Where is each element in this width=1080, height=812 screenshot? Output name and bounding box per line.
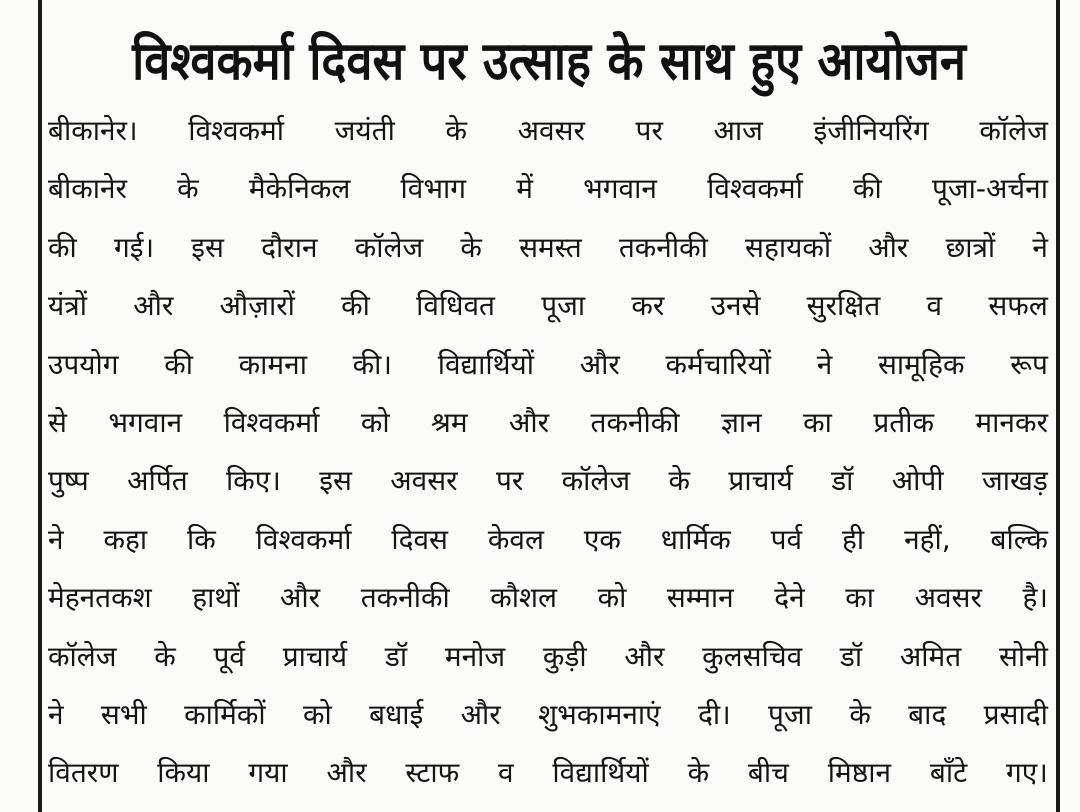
body-word: के (460, 230, 482, 264)
body-word: सम्मान (666, 581, 734, 615)
body-line-text (48, 336, 1048, 394)
body-word: जयंती (334, 114, 395, 147)
body-word: कॉलेज (561, 464, 631, 498)
body-word: ने (816, 347, 833, 381)
body-word: कर्मचारियों (665, 347, 772, 381)
body-word: का (803, 405, 832, 439)
body-word: पूर्व (213, 639, 245, 673)
body-word: किए। (226, 464, 281, 498)
body-word: मैकेनिकल (248, 172, 351, 206)
body-word: विश्वकर्मा (188, 114, 285, 147)
body-word: कार्मिकों (184, 697, 266, 731)
body-line-text (48, 628, 1048, 686)
body-word: कुलसचिव (702, 639, 803, 673)
body-word: व (498, 756, 514, 790)
body-word: उनसे (710, 289, 761, 323)
body-line (48, 686, 1048, 744)
body-word: अवसर (390, 464, 458, 498)
body-word: मानकर (975, 405, 1048, 439)
body-word: को (597, 581, 627, 615)
article-body (48, 102, 1048, 803)
body-word: ने (48, 522, 64, 556)
body-word: बल्कि (990, 522, 1048, 556)
body-word: दिवस (391, 522, 448, 556)
body-word: मनोज (444, 639, 506, 673)
body-word: के (177, 172, 199, 206)
body-word: छात्रों (945, 230, 996, 264)
body-word: इस (191, 230, 224, 264)
body-word: पूजा (541, 289, 586, 323)
body-word: बाँटे (929, 756, 968, 790)
body-word: भगवान (108, 405, 183, 439)
body-word: बाद (908, 697, 947, 731)
body-word: सोनी (998, 639, 1048, 673)
body-word: वितरण (48, 756, 119, 790)
body-word: पर्व (770, 522, 803, 556)
body-word: जाखड़ (981, 464, 1048, 498)
body-word: उपयोग (48, 347, 119, 381)
body-line-text (48, 452, 1048, 510)
body-line-text (48, 277, 1048, 335)
body-word: और (326, 756, 367, 790)
left-column-rule (38, 0, 42, 812)
body-word: में (516, 172, 533, 206)
right-column-rule (1056, 0, 1060, 812)
body-word: है। (1022, 581, 1048, 615)
body-word: श्रम (431, 405, 468, 439)
body-word: बधाई (369, 697, 424, 731)
body-line (48, 160, 1048, 218)
body-line-text (48, 511, 1048, 569)
body-word: दौरान (261, 230, 318, 264)
body-word: ओपी (891, 464, 944, 498)
body-word: भगवान (583, 172, 657, 206)
body-word: अवसर (914, 581, 982, 615)
body-word: यंत्रों (48, 289, 87, 323)
body-word: सभी (100, 697, 147, 731)
body-word: के (668, 464, 691, 498)
body-word: एक (583, 522, 621, 556)
body-word: सफल (988, 289, 1048, 323)
body-line-text (48, 744, 1048, 802)
body-word: रूप (1010, 347, 1048, 381)
body-word: अर्पित (127, 464, 188, 498)
body-word: का (845, 581, 875, 615)
body-word: देने (774, 581, 805, 615)
body-line-text (48, 160, 1048, 218)
body-word: विश्वकर्मा (255, 522, 352, 556)
cropped-next-text-line (48, 796, 1048, 812)
body-word: सहायकों (745, 230, 832, 264)
body-word: को (302, 697, 332, 731)
cropped-previous-text-line (48, 0, 1048, 10)
body-word: कॉलेज (979, 114, 1048, 147)
body-word: बीकानेर (48, 172, 127, 206)
body-word: कुड़ी (542, 639, 587, 673)
body-word: के (687, 756, 710, 790)
body-word: पूजा-अर्चना (931, 172, 1048, 206)
body-word: कॉलेज (354, 230, 424, 264)
body-word: कौशल (490, 581, 558, 615)
body-word: कहा (103, 522, 148, 556)
body-word: के (445, 114, 467, 147)
body-word: कर (631, 289, 665, 323)
body-word: धार्मिक (660, 522, 731, 556)
body-word: के (849, 697, 871, 731)
body-word: की (341, 289, 370, 323)
body-line (48, 744, 1048, 802)
body-word: और (624, 639, 665, 673)
body-line-text (48, 394, 1048, 452)
body-word: शुभकामनाएं (538, 697, 661, 731)
body-word: किया (157, 756, 210, 790)
body-word: पर (495, 464, 524, 498)
body-word: गया (248, 756, 288, 790)
body-word: तकनीकी (618, 230, 708, 264)
body-word: व (926, 289, 943, 323)
body-word: और (509, 405, 550, 439)
body-word: मेहनतकश (48, 581, 152, 615)
body-word: से (48, 405, 67, 439)
body-word: की (48, 230, 77, 264)
body-line (48, 219, 1048, 277)
body-line-text (48, 102, 1048, 160)
body-word: आज (713, 114, 763, 147)
body-word: हाथों (192, 581, 240, 615)
body-word: की। (352, 347, 393, 381)
body-word: अमित (899, 639, 962, 673)
body-word: विद्यार्थियों (552, 756, 649, 790)
body-line-text (48, 686, 1048, 744)
body-line (48, 277, 1048, 335)
body-word: स्टाफ (405, 756, 460, 790)
body-word: समस्त (519, 230, 582, 264)
body-word: गए। (1006, 756, 1048, 790)
body-word: ही (842, 522, 865, 556)
body-word: इंजीनियरिंग (813, 114, 929, 147)
body-word: और (460, 697, 501, 731)
body-word: औज़ारों (219, 289, 295, 323)
body-line (48, 511, 1048, 569)
body-word: तकनीकी (590, 405, 680, 439)
body-word: केवल (487, 522, 544, 556)
body-word: बीच (747, 756, 789, 790)
body-word: प्रसादी (983, 697, 1048, 731)
body-word: डॉ (831, 464, 854, 498)
body-word: प्राचार्य (282, 639, 348, 673)
body-word: डॉ (384, 639, 408, 673)
body-word: को (360, 405, 390, 439)
body-word: ने (48, 697, 64, 731)
body-word: गई। (113, 230, 155, 264)
body-word: मिष्ठान (827, 756, 892, 790)
body-word: विधिवत (416, 289, 495, 323)
body-word: कॉलेज (48, 639, 117, 673)
body-word: अवसर (517, 114, 585, 147)
body-word: ने (1032, 230, 1048, 264)
body-word: विश्वकर्मा (223, 405, 320, 439)
body-word: विभाग (400, 172, 467, 206)
body-word: ज्ञान (720, 405, 762, 439)
body-word: प्रतीक (873, 405, 934, 439)
body-word: दी। (697, 697, 731, 731)
body-line-text (48, 219, 1048, 277)
body-word: बीकानेर। (48, 114, 138, 147)
body-line (48, 102, 1048, 160)
article-headline: विश्वकर्मा दिवस पर उत्साह के साथ हुए आयोजन (132, 30, 966, 93)
body-word: सुरक्षित (806, 289, 881, 323)
body-word: और (579, 347, 620, 381)
body-word: विश्वकर्मा (707, 172, 803, 206)
body-word: की (853, 172, 882, 206)
body-word: की (164, 347, 193, 381)
body-line (48, 569, 1048, 627)
body-line (48, 628, 1048, 686)
body-word: और (133, 289, 174, 323)
body-word: और (280, 581, 321, 615)
body-word: कि (186, 522, 216, 556)
body-word: के (154, 639, 176, 673)
body-word: प्राचार्य (728, 464, 793, 498)
body-word: पुष्प (48, 464, 89, 498)
body-line (48, 394, 1048, 452)
body-word: पूजा (768, 697, 812, 731)
body-word: सामूहिक (877, 347, 965, 381)
body-word: और (868, 230, 909, 264)
body-line (48, 452, 1048, 510)
body-word: नहीं, (904, 522, 951, 556)
body-word: इस (319, 464, 352, 498)
body-line-text (48, 569, 1048, 627)
body-line (48, 336, 1048, 394)
body-word: तकनीकी (360, 581, 450, 615)
body-word: पर (635, 114, 663, 147)
body-word: विद्यार्थियों (437, 347, 535, 381)
body-word: कामना (238, 347, 307, 381)
body-word: डॉ (839, 639, 863, 673)
